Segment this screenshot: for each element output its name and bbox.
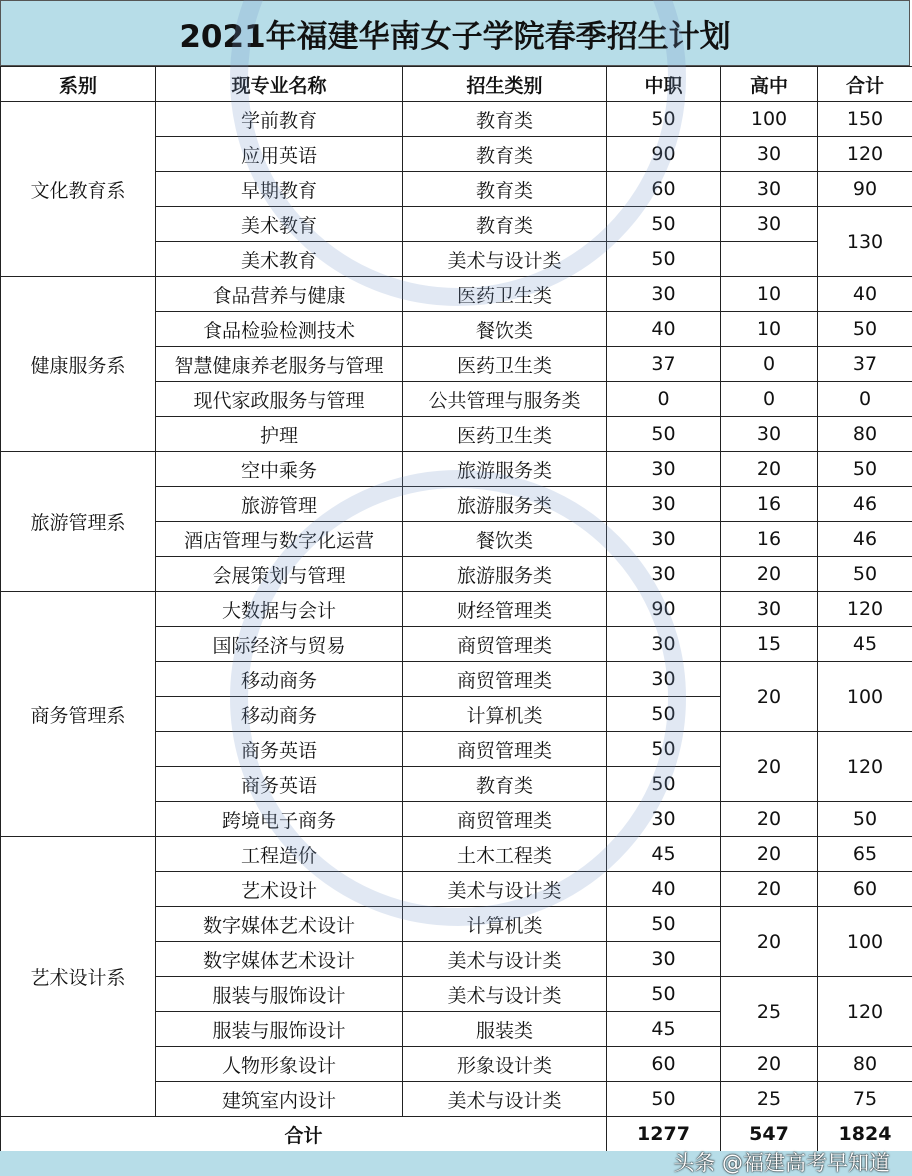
table-cell: 公共管理与服务类 xyxy=(403,382,607,417)
table-cell: 食品营养与健康 xyxy=(156,277,403,312)
table-cell: 旅游服务类 xyxy=(403,487,607,522)
table-cell: 40 xyxy=(607,872,721,907)
table-cell: 人物形象设计 xyxy=(156,1047,403,1082)
table-cell: 30 xyxy=(721,172,818,207)
table-cell: 65 xyxy=(818,837,912,872)
table-cell: 艺术设计 xyxy=(156,872,403,907)
table-cell: 45 xyxy=(607,837,721,872)
table-cell: 46 xyxy=(818,487,912,522)
table-cell: 美术教育 xyxy=(156,242,403,277)
table-cell: 75 xyxy=(818,1082,912,1117)
table-cell: 60 xyxy=(818,872,912,907)
header-major: 现专业名称 xyxy=(156,67,403,102)
table-cell: 商务英语 xyxy=(156,732,403,767)
table-cell: 国际经济与贸易 xyxy=(156,627,403,662)
table-cell: 30 xyxy=(721,417,818,452)
table-cell: 50 xyxy=(607,417,721,452)
table-cell: 50 xyxy=(607,697,721,732)
table-cell: 50 xyxy=(818,452,912,487)
table-cell: 30 xyxy=(607,277,721,312)
table-cell: 餐饮类 xyxy=(403,312,607,347)
table-cell: 旅游管理系 xyxy=(1,452,156,592)
table-cell: 130 xyxy=(818,207,912,277)
table-cell: 美术与设计类 xyxy=(403,1082,607,1117)
total-label: 合计 xyxy=(1,1117,607,1152)
table-cell: 美术教育 xyxy=(156,207,403,242)
table-cell: 移动商务 xyxy=(156,662,403,697)
table-cell: 学前教育 xyxy=(156,102,403,137)
header-department: 系别 xyxy=(1,67,156,102)
table-cell: 90 xyxy=(818,172,912,207)
total-row xyxy=(1,1117,912,1152)
table-cell: 美术与设计类 xyxy=(403,242,607,277)
header-total: 合计 xyxy=(818,67,912,102)
table-cell: 60 xyxy=(607,1047,721,1082)
header-vocational: 中职 xyxy=(607,67,721,102)
table-cell: 50 xyxy=(607,242,721,277)
table-cell: 数字媒体艺术设计 xyxy=(156,942,403,977)
source-watermark: 头条 @福建高考早知道 xyxy=(673,1151,890,1175)
table-cell: 形象设计类 xyxy=(403,1047,607,1082)
table-cell: 早期教育 xyxy=(156,172,403,207)
table-cell: 计算机类 xyxy=(403,697,607,732)
table-cell xyxy=(721,242,818,277)
total-highschool: 547 xyxy=(721,1117,818,1152)
table-cell: 37 xyxy=(607,347,721,382)
table-cell: 40 xyxy=(607,312,721,347)
table-cell: 商务管理系 xyxy=(1,592,156,837)
table-cell: 25 xyxy=(721,1082,818,1117)
table-cell: 美术与设计类 xyxy=(403,872,607,907)
table-cell: 100 xyxy=(818,662,912,732)
table-cell: 教育类 xyxy=(403,207,607,242)
table-cell: 商贸管理类 xyxy=(403,732,607,767)
table-cell: 服装与服饰设计 xyxy=(156,1012,403,1047)
table-cell: 医药卫生类 xyxy=(403,417,607,452)
table-cell: 文化教育系 xyxy=(1,102,156,277)
table-cell: 美术与设计类 xyxy=(403,977,607,1012)
table-cell: 旅游管理 xyxy=(156,487,403,522)
table-cell: 教育类 xyxy=(403,137,607,172)
table-cell: 120 xyxy=(818,137,912,172)
table-cell: 15 xyxy=(721,627,818,662)
table-cell: 30 xyxy=(607,557,721,592)
table-cell: 46 xyxy=(818,522,912,557)
table-cell: 45 xyxy=(607,1012,721,1047)
table-cell: 商贸管理类 xyxy=(403,627,607,662)
table-cell: 30 xyxy=(607,627,721,662)
table-cell: 50 xyxy=(607,767,721,802)
table-cell: 40 xyxy=(818,277,912,312)
table-cell: 旅游服务类 xyxy=(403,452,607,487)
table-cell: 医药卫生类 xyxy=(403,277,607,312)
table-cell: 37 xyxy=(818,347,912,382)
table-cell: 25 xyxy=(721,977,818,1047)
table-cell: 商贸管理类 xyxy=(403,802,607,837)
table-cell: 健康服务系 xyxy=(1,277,156,452)
table-cell: 建筑室内设计 xyxy=(156,1082,403,1117)
table-cell: 20 xyxy=(721,662,818,732)
table-cell: 30 xyxy=(607,452,721,487)
table-cell: 30 xyxy=(607,487,721,522)
table-cell: 80 xyxy=(818,1047,912,1082)
table-cell: 20 xyxy=(721,907,818,977)
table-cell: 50 xyxy=(607,102,721,137)
header-category: 招生类别 xyxy=(403,67,607,102)
table-cell: 财经管理类 xyxy=(403,592,607,627)
table-cell: 90 xyxy=(607,592,721,627)
table-row xyxy=(1,837,912,872)
table-cell: 0 xyxy=(607,382,721,417)
table-cell: 应用英语 xyxy=(156,137,403,172)
table-cell: 60 xyxy=(607,172,721,207)
table-cell: 120 xyxy=(818,977,912,1047)
table-cell: 30 xyxy=(607,942,721,977)
table-row xyxy=(1,277,912,312)
table-cell: 土木工程类 xyxy=(403,837,607,872)
table-cell: 20 xyxy=(721,802,818,837)
page-title: 2021年福建华南女子学院春季招生计划 xyxy=(0,0,910,66)
table-cell: 空中乘务 xyxy=(156,452,403,487)
table-cell: 艺术设计系 xyxy=(1,837,156,1117)
table-cell: 120 xyxy=(818,592,912,627)
table-cell: 16 xyxy=(721,522,818,557)
table-cell: 现代家政服务与管理 xyxy=(156,382,403,417)
table-cell: 智慧健康养老服务与管理 xyxy=(156,347,403,382)
table-cell: 商务英语 xyxy=(156,767,403,802)
table-cell: 50 xyxy=(607,207,721,242)
table-cell: 会展策划与管理 xyxy=(156,557,403,592)
table-cell: 医药卫生类 xyxy=(403,347,607,382)
table-cell: 20 xyxy=(721,557,818,592)
table-cell: 美术与设计类 xyxy=(403,942,607,977)
table-cell: 90 xyxy=(607,137,721,172)
total-sum: 1824 xyxy=(818,1117,912,1152)
table-row xyxy=(1,102,912,137)
table-cell: 20 xyxy=(721,732,818,802)
table-cell: 50 xyxy=(818,802,912,837)
table-cell: 服装与服饰设计 xyxy=(156,977,403,1012)
table-cell: 80 xyxy=(818,417,912,452)
total-vocational: 1277 xyxy=(607,1117,721,1152)
table-cell: 100 xyxy=(721,102,818,137)
table-cell: 100 xyxy=(818,907,912,977)
table-cell: 30 xyxy=(721,137,818,172)
table-cell: 30 xyxy=(607,802,721,837)
table-cell: 45 xyxy=(818,627,912,662)
table-cell: 50 xyxy=(818,312,912,347)
header-row xyxy=(1,67,912,102)
header-highschool: 高中 xyxy=(721,67,818,102)
table-cell: 计算机类 xyxy=(403,907,607,942)
table-cell: 工程造价 xyxy=(156,837,403,872)
table-cell: 50 xyxy=(607,732,721,767)
table-cell: 酒店管理与数字化运营 xyxy=(156,522,403,557)
table-cell: 食品检验检测技术 xyxy=(156,312,403,347)
table-cell: 150 xyxy=(818,102,912,137)
table-cell: 30 xyxy=(721,207,818,242)
table-cell: 20 xyxy=(721,837,818,872)
table-cell: 旅游服务类 xyxy=(403,557,607,592)
enrollment-table xyxy=(0,66,912,1152)
table-cell: 10 xyxy=(721,277,818,312)
table-cell: 跨境电子商务 xyxy=(156,802,403,837)
table-cell: 50 xyxy=(607,907,721,942)
table-cell: 30 xyxy=(721,592,818,627)
table-cell: 16 xyxy=(721,487,818,522)
table-row xyxy=(1,452,912,487)
table-cell: 120 xyxy=(818,732,912,802)
table-cell: 大数据与会计 xyxy=(156,592,403,627)
table-cell: 教育类 xyxy=(403,172,607,207)
table-cell: 20 xyxy=(721,872,818,907)
table-cell: 商贸管理类 xyxy=(403,662,607,697)
table-cell: 移动商务 xyxy=(156,697,403,732)
table-cell: 30 xyxy=(607,522,721,557)
table-cell: 20 xyxy=(721,1047,818,1082)
table-cell: 30 xyxy=(607,662,721,697)
table-row xyxy=(1,592,912,627)
table-cell: 护理 xyxy=(156,417,403,452)
table-cell: 服装类 xyxy=(403,1012,607,1047)
table-cell: 教育类 xyxy=(403,767,607,802)
table-cell: 0 xyxy=(818,382,912,417)
table-cell: 50 xyxy=(818,557,912,592)
table-cell: 50 xyxy=(607,977,721,1012)
table-cell: 20 xyxy=(721,452,818,487)
table-cell: 0 xyxy=(721,347,818,382)
table-cell: 教育类 xyxy=(403,102,607,137)
table-cell: 餐饮类 xyxy=(403,522,607,557)
table-cell: 数字媒体艺术设计 xyxy=(156,907,403,942)
table-cell: 0 xyxy=(721,382,818,417)
table-cell: 50 xyxy=(607,1082,721,1117)
table-cell: 10 xyxy=(721,312,818,347)
